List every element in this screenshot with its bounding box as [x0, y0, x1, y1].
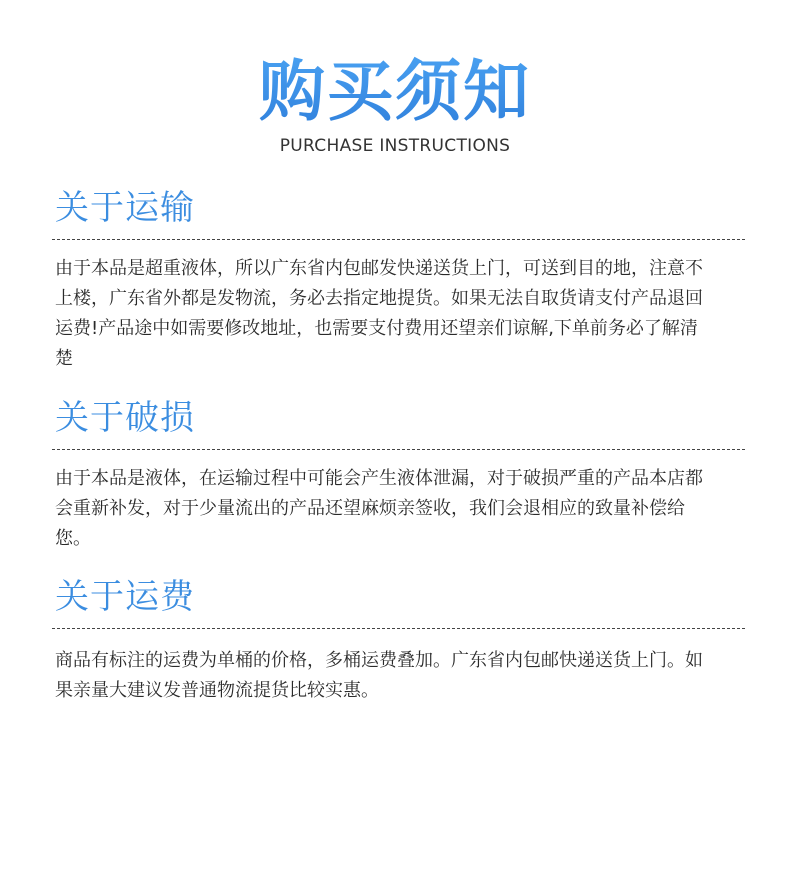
section-title: 关于运输: [55, 188, 195, 228]
page-header: [0, 50, 790, 158]
page-subtitle: PURCHASE INSTRUCTIONS: [279, 136, 511, 156]
section-body: 由于本品是超重液体，所以广东省内包邮发快递送货上门，可送到目的地，注意不上楼，广东省外都是发物流，务必去指定地提货。如果无法自取货请支付产品退回运费!产品途中如需要修改地址，也需要支付费用还望亲们谅解,下单前务必了解清楚: [55, 258, 703, 369]
section-body: 商品有标注的运费为单桶的价格，多桶运费叠加。广东省内包邮快递送货上门。如果亲量大建议发普通物流提货比较实惠。: [55, 650, 703, 701]
section-damage: [55, 394, 745, 549]
section-freight: [55, 573, 745, 701]
dashed-divider: [52, 239, 745, 240]
page-title: 购买须知: [0, 50, 790, 134]
section-title: 关于运费: [55, 577, 195, 617]
dashed-divider: [52, 449, 745, 450]
dashed-divider: [52, 628, 745, 629]
section-title: 关于破损: [55, 398, 195, 438]
section-body: 由于本品是液体，在运输过程中可能会产生液体泄漏，对于破损严重的产品本店都会重新补发，对于少量流出的产品还望麻烦亲签收，我们会退相应的致量补偿给您。: [55, 468, 703, 549]
section-shipping: [55, 184, 745, 369]
